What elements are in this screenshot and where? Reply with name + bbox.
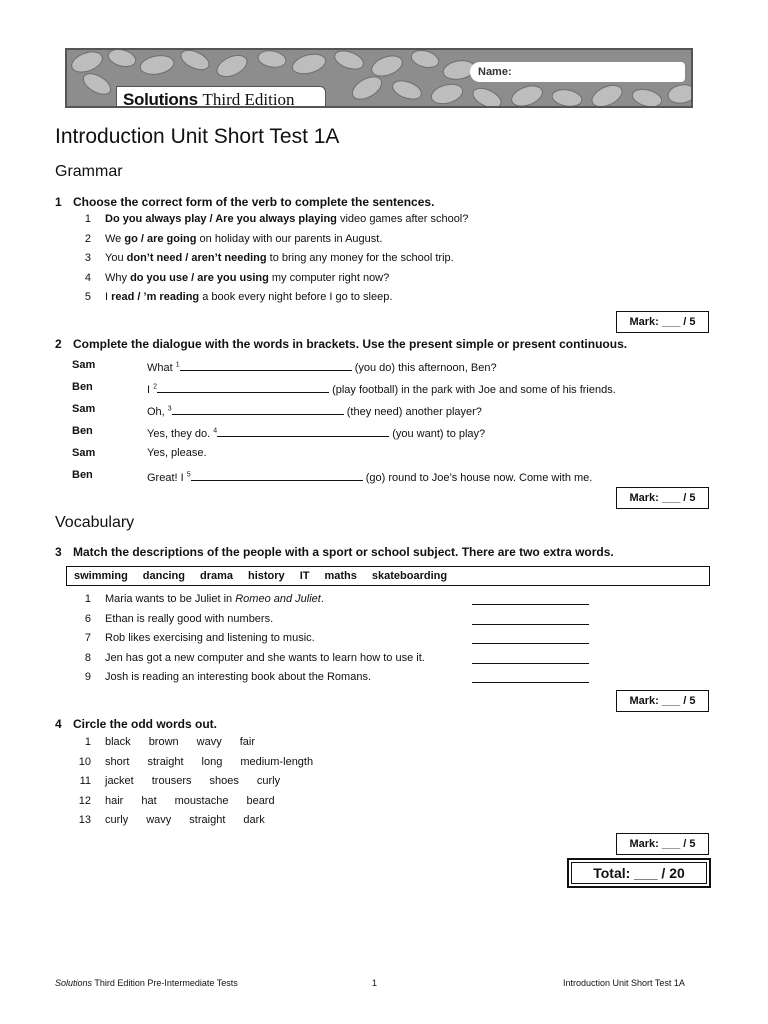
box-word: dancing xyxy=(142,570,185,582)
odd-word[interactable]: straight xyxy=(189,814,226,826)
name-field[interactable] xyxy=(470,62,685,82)
q4-instruction-text: Circle the odd words out. xyxy=(73,717,218,731)
brand-bold: Solutions xyxy=(123,90,198,108)
item-pre: Ethan is really good with numbers. xyxy=(105,612,274,625)
q4-item xyxy=(55,775,298,787)
dialogue-pre: Yes, please. xyxy=(147,447,207,459)
item-options: don’t need / aren’t needing xyxy=(126,252,267,264)
word-box xyxy=(66,566,710,586)
odd-word[interactable]: curly xyxy=(256,775,281,787)
odd-word[interactable]: medium-length xyxy=(240,755,314,768)
speaker: Ben xyxy=(72,425,93,437)
item-number: 13 xyxy=(78,814,91,826)
item-options: do you use / are you using xyxy=(130,271,269,284)
footer-right: Introduction Unit Short Test 1A xyxy=(563,978,685,988)
q4-instruction xyxy=(55,717,217,731)
item-text xyxy=(105,756,331,768)
item-post: my computer right now? xyxy=(268,271,390,284)
item-pre: You xyxy=(105,252,127,264)
dialogue-text xyxy=(147,425,485,440)
grammar-heading: Grammar xyxy=(55,163,123,180)
item-text xyxy=(105,252,454,264)
answer-blank[interactable] xyxy=(217,425,389,437)
dialogue-pre: Great! I xyxy=(147,472,187,484)
odd-word[interactable]: moustache xyxy=(174,794,229,807)
item-text xyxy=(105,291,392,303)
odd-word[interactable]: curly xyxy=(105,814,129,826)
odd-word[interactable]: shoes xyxy=(209,775,239,787)
odd-word[interactable]: trousers xyxy=(151,775,192,787)
item-post: . xyxy=(320,593,324,605)
answer-line[interactable] xyxy=(472,681,589,683)
item-options: read / ’m reading xyxy=(111,291,200,303)
odd-word[interactable]: jacket xyxy=(105,775,134,787)
item-post: a book every night before I go to sleep. xyxy=(199,291,393,303)
odd-word[interactable]: brown xyxy=(148,736,179,748)
item-text xyxy=(105,814,283,826)
dialogue-text xyxy=(147,403,482,418)
q1-number: 1 xyxy=(55,195,62,209)
gap-number: 3 xyxy=(167,405,172,413)
q1-item xyxy=(55,291,392,303)
item-options: Do you always play / Are you always playing xyxy=(105,213,337,225)
dialogue-pre: What xyxy=(147,362,176,374)
item-pre: Josh is reading an interesting book about the Romans. xyxy=(105,671,371,683)
gap-number: 5 xyxy=(186,471,191,479)
item-text xyxy=(105,613,273,625)
item-number: 9 xyxy=(84,671,91,683)
item-text xyxy=(105,233,382,245)
q4-item xyxy=(55,756,331,768)
item-number: 2 xyxy=(84,232,91,245)
dialogue-post: (you want) to play? xyxy=(389,428,486,440)
item-text xyxy=(105,775,298,787)
odd-word[interactable]: hair xyxy=(105,794,124,807)
odd-word[interactable]: wavy xyxy=(146,814,172,826)
item-text xyxy=(105,652,425,664)
item-post: to bring any money for the school trip. xyxy=(266,252,454,264)
item-pre: I xyxy=(105,291,112,303)
q1-item xyxy=(55,252,454,264)
answer-blank[interactable] xyxy=(157,381,329,393)
q3-item xyxy=(55,593,324,605)
q3-item xyxy=(55,613,273,625)
q3-instruction-text: Match the descriptions of the people with a sport or school subject. There are two extra words. xyxy=(73,545,614,559)
item-number: 1 xyxy=(84,736,91,748)
footer-book: Third Edition Pre-Intermediate Tests xyxy=(92,978,238,988)
q3-item xyxy=(55,632,315,644)
speaker: Ben xyxy=(72,469,93,481)
q1-instruction xyxy=(55,195,434,209)
answer-line[interactable] xyxy=(472,642,589,644)
gap-number: 1 xyxy=(175,361,180,369)
item-number: 12 xyxy=(78,794,91,807)
item-text xyxy=(105,795,293,807)
item-text xyxy=(105,671,371,683)
odd-word[interactable]: beard xyxy=(246,794,275,807)
dialogue-text xyxy=(147,447,207,459)
item-text xyxy=(105,593,324,605)
odd-word[interactable]: black xyxy=(105,736,131,748)
odd-word[interactable]: straight xyxy=(147,755,184,768)
item-pre: We xyxy=(105,232,125,245)
item-pre: Rob likes exercising and listening to music. xyxy=(105,632,315,644)
speaker: Ben xyxy=(72,381,93,393)
item-number: 10 xyxy=(78,755,91,768)
dialogue-pre: Oh, xyxy=(147,406,168,418)
vocabulary-heading: Vocabulary xyxy=(55,514,135,531)
item-pre: Maria wants to be Juliet in xyxy=(105,593,236,605)
box-word: swimming xyxy=(74,570,128,582)
answer-blank[interactable] xyxy=(180,359,352,371)
brand-edition: Third Edition xyxy=(202,90,295,108)
q3-mark-box: Mark: ___ / 5 xyxy=(616,690,709,712)
item-text xyxy=(105,272,389,284)
odd-word[interactable]: wavy xyxy=(196,736,222,748)
q3-instruction xyxy=(55,545,614,559)
dialogue-post: (they need) another player? xyxy=(343,406,482,418)
odd-word[interactable]: long xyxy=(201,755,223,768)
answer-blank[interactable] xyxy=(191,469,363,481)
q1-item xyxy=(55,213,468,225)
brand-logo xyxy=(116,86,326,108)
speaker: Sam xyxy=(72,447,96,459)
dialogue-text xyxy=(147,381,616,396)
speaker: Sam xyxy=(72,403,96,415)
item-options: go / are going xyxy=(124,232,197,245)
q4-number: 4 xyxy=(55,717,62,731)
odd-word[interactable]: short xyxy=(105,755,130,768)
gap-number: 2 xyxy=(153,383,158,391)
q4-item xyxy=(55,736,273,748)
q2-number: 2 xyxy=(55,337,62,351)
item-text xyxy=(105,213,468,225)
q1-instruction-text: Choose the correct form of the verb to complete the sentences. xyxy=(73,195,435,209)
q2-mark-box: Mark: ___ / 5 xyxy=(616,487,709,509)
q4-item xyxy=(55,814,283,826)
dialogue-post: (you do) this afternoon, Ben? xyxy=(351,362,497,374)
q1-item xyxy=(55,233,382,245)
dialogue-text xyxy=(147,469,592,484)
header-banner xyxy=(65,48,693,108)
odd-word[interactable]: hat xyxy=(141,794,157,807)
box-word: drama xyxy=(199,570,233,582)
item-number: 8 xyxy=(84,651,91,664)
gap-number: 4 xyxy=(213,427,218,435)
name-label: Name: xyxy=(478,66,512,78)
footer-left xyxy=(55,978,238,988)
q4-mark-box: Mark: ___ / 5 xyxy=(616,833,709,855)
q3-item xyxy=(55,652,425,664)
item-number: 5 xyxy=(84,291,91,303)
page-number: 1 xyxy=(372,978,378,988)
dialogue-post: (go) round to Joe’s house now. Come with me. xyxy=(362,472,593,484)
item-number: 11 xyxy=(79,775,91,787)
answer-line[interactable] xyxy=(472,662,589,664)
odd-word[interactable]: fair xyxy=(239,736,255,748)
item-italic: Romeo and Juliet xyxy=(235,593,321,605)
q4-item xyxy=(55,795,293,807)
item-number: 3 xyxy=(84,252,91,264)
page-title: Introduction Unit Short Test 1A xyxy=(55,125,340,148)
item-number: 7 xyxy=(84,632,91,644)
item-post: video games after school? xyxy=(336,213,469,225)
item-text xyxy=(105,632,315,644)
item-pre: Jen has got a new computer and she wants to learn how to use it. xyxy=(105,651,425,664)
answer-line[interactable] xyxy=(472,603,589,605)
box-word: IT xyxy=(299,570,310,582)
speaker: Sam xyxy=(72,359,96,371)
item-text xyxy=(105,736,273,748)
dialogue-text xyxy=(147,359,497,374)
q3-item xyxy=(55,671,371,683)
odd-word[interactable]: dark xyxy=(243,814,265,826)
total-box: Total: ___ / 20 xyxy=(567,858,711,888)
dialogue-post: (play football) in the park with Joe and some of his friends. xyxy=(329,384,616,396)
box-word: maths xyxy=(324,570,357,582)
q2-instruction xyxy=(55,337,627,351)
item-number: 1 xyxy=(84,213,91,225)
answer-blank[interactable] xyxy=(172,403,344,415)
box-word: history xyxy=(248,570,285,582)
item-post: on holiday with our parents in August. xyxy=(196,232,383,245)
item-number: 4 xyxy=(84,271,91,284)
footer-brand: Solutions xyxy=(55,978,93,988)
q1-item xyxy=(55,272,389,284)
answer-line[interactable] xyxy=(472,623,589,625)
q2-instruction-text: Complete the dialogue with the words in brackets. Use the present simple or present continuous. xyxy=(73,337,628,351)
item-number: 6 xyxy=(84,612,91,625)
q1-mark-box: Mark: ___ / 5 xyxy=(616,311,709,333)
box-word: skateboarding xyxy=(371,570,448,582)
q3-number: 3 xyxy=(55,545,62,559)
item-number: 1 xyxy=(84,593,91,605)
item-pre: Why xyxy=(105,271,131,284)
dialogue-pre: Yes, they do. xyxy=(147,428,214,440)
dialogue-pre: I xyxy=(147,384,154,396)
